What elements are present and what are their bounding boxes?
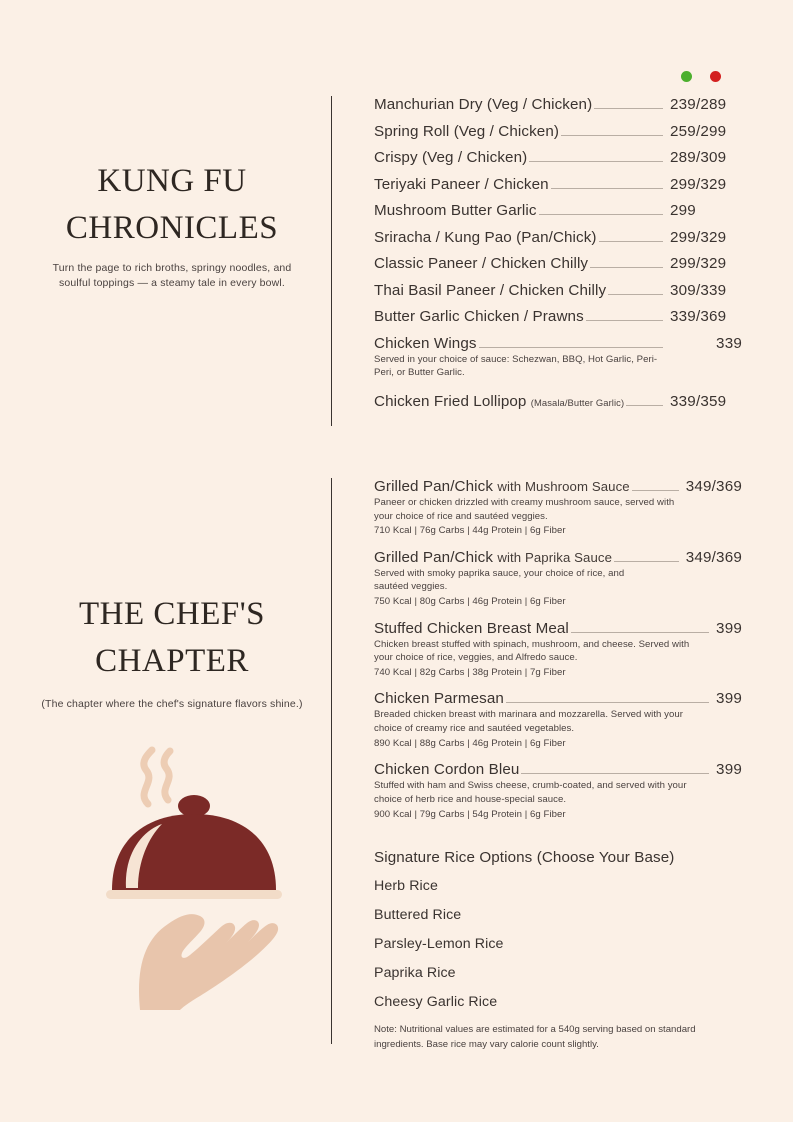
menu-item[interactable]	[374, 620, 742, 680]
menu-item[interactable]	[374, 202, 742, 219]
menu-item[interactable]	[374, 176, 742, 193]
menu-item-macros: 890 Kcal | 88g Carbs | 46g Protein | 6g Fiber	[374, 737, 566, 749]
menu-item-macros: 900 Kcal | 79g Carbs | 54g Protein | 6g Fiber	[374, 808, 566, 820]
menu-item-name: Teriyaki Paneer / Chicken	[374, 175, 549, 193]
menu-item-price: 399	[716, 619, 742, 637]
leader-line	[479, 347, 663, 348]
menu-item[interactable]	[374, 335, 742, 380]
menu-item-name: Butter Garlic Chicken / Prawns	[374, 308, 584, 325]
leader-line	[632, 490, 679, 491]
menu-item-price: 299	[670, 202, 696, 219]
leader-line	[506, 702, 709, 703]
menu-item-name: Thai Basil Paneer / Chicken Chilly	[374, 281, 607, 299]
section-title-line2: CHAPTER	[95, 642, 249, 679]
rice-option[interactable]: Herb Rice	[374, 878, 438, 895]
menu-item[interactable]	[374, 282, 742, 299]
leader-line	[594, 108, 663, 109]
section-divider	[331, 478, 332, 1044]
section-divider	[331, 96, 332, 426]
menu-item-description: Chicken breast stuffed with spinach, mushroom, and cheese. Served with your choice of rice, veggies, and Alfredo sauce.	[374, 638, 690, 664]
menu-item-name	[374, 478, 630, 495]
menu-item-name-note: (Masala/Butter Garlic)	[530, 396, 625, 408]
menu-item-macros: 710 Kcal | 76g Carbs | 44g Protein | 6g Fiber	[374, 525, 566, 537]
menu-item[interactable]	[374, 690, 742, 750]
menu-item-description: Breaded chicken breast with marinara and mozzarella. Served with your choice of creamy rice and sautéed vegetables.	[374, 709, 683, 735]
leader-line	[586, 320, 663, 321]
rice-option[interactable]: Paprika Rice	[374, 965, 456, 982]
section-title-line2: CHRONICLES	[65, 209, 279, 246]
diet-legend	[681, 71, 727, 85]
section-subtitle: (The chapter where the chef's signature flavors shine.)	[41, 697, 303, 710]
menu-item-price: 339/369	[670, 308, 727, 325]
leader-line	[529, 161, 663, 162]
rice-option[interactable]: Parsley-Lemon Rice	[374, 936, 504, 953]
leader-line	[561, 135, 663, 136]
menu-item[interactable]	[374, 761, 742, 821]
menu-item-price: 349/369	[685, 548, 742, 566]
menu-item[interactable]	[374, 229, 742, 246]
menu-item[interactable]	[374, 96, 742, 113]
menu-item-price: 349/369	[685, 478, 742, 495]
cloche-on-hand-icon	[96, 742, 292, 1010]
menu-item-name-main: Chicken Fried Lollipop	[374, 392, 527, 410]
menu-item-price: 399	[716, 690, 742, 708]
menu-item-name: Chicken Parmesan	[374, 690, 504, 708]
leader-line	[539, 214, 663, 215]
menu-item-description: Paneer or chicken drizzled with creamy mushroom sauce, served with your choice of rice and sautéed veggies.	[374, 497, 675, 522]
rice-option[interactable]: Buttered Rice	[374, 907, 462, 924]
menu-item-name: Chicken Wings	[374, 334, 477, 352]
menu-item-name: Crispy (Veg / Chicken)	[374, 149, 528, 166]
leader-line	[551, 188, 663, 189]
menu-item[interactable]	[374, 149, 742, 166]
section-subtitle: Turn the page to rich broths, springy noodles, and soulful toppings — a steamy tale in every bowl.	[52, 261, 292, 289]
menu-item-name: Spring Roll (Veg / Chicken)	[374, 122, 560, 140]
menu-item[interactable]	[374, 255, 742, 272]
menu-item-description: Served in your choice of sauce: Schezwan, BBQ, Hot Garlic, Peri-Peri, or Butter Garlic.	[374, 353, 658, 379]
section-title	[22, 591, 322, 685]
menu-item-name-main: Grilled Pan/Chick	[374, 548, 494, 566]
menu-item-price: 339/359	[670, 392, 727, 410]
menu-item-name: Classic Paneer / Chicken Chilly	[374, 255, 589, 272]
menu-item-price: 339	[716, 334, 742, 352]
rice-options-title: Signature Rice Options (Choose Your Base)	[374, 849, 675, 867]
menu-item-name	[374, 393, 624, 410]
menu-item-name-qualifier: with Mushroom Sauce	[497, 479, 630, 494]
menu-item-description: Stuffed with ham and Swiss cheese, crumb-coated, and served with your choice of herb rice and house-special sauce.	[374, 780, 687, 805]
leader-line	[626, 405, 663, 406]
menu-item-name-main: Grilled Pan/Chick	[374, 478, 494, 495]
menu-item-macros: 740 Kcal | 82g Carbs | 38g Protein | 7g Fiber	[374, 666, 566, 678]
menu-item-description: Served with smoky paprika sauce, your choice of rice, and sautéed veggies.	[374, 567, 625, 593]
menu-item[interactable]	[374, 478, 742, 538]
chefs-item-list	[374, 478, 742, 1052]
menu-item[interactable]	[374, 308, 742, 325]
menu-item-name: Sriracha / Kung Pao (Pan/Chick)	[374, 228, 597, 246]
menu-item-price: 259/299	[670, 122, 727, 140]
nonveg-indicator-icon	[710, 71, 721, 82]
section-heading-block	[22, 158, 322, 291]
menu-item-name: Mushroom Butter Garlic	[374, 202, 537, 219]
signature-rice-options	[374, 849, 742, 1052]
menu-item[interactable]	[374, 123, 742, 140]
veg-indicator-icon	[681, 71, 692, 82]
menu-item[interactable]	[374, 393, 742, 410]
leader-line	[571, 632, 709, 633]
menu-item-name: Stuffed Chicken Breast Meal	[374, 619, 569, 637]
menu-item-price: 289/309	[670, 149, 727, 166]
page-title	[22, 158, 322, 252]
leader-line	[599, 241, 663, 242]
section-title-line1: KUNG FU	[97, 163, 247, 199]
menu-item-name-qualifier: with Paprika Sauce	[497, 549, 613, 565]
menu-item-price: 309/339	[670, 281, 727, 299]
menu-item-price: 299/329	[670, 255, 727, 272]
starters-item-list	[374, 96, 742, 419]
menu-item-name: Manchurian Dry (Veg / Chicken)	[374, 96, 593, 113]
menu-item-price: 299/329	[670, 175, 727, 193]
menu-item[interactable]	[374, 549, 742, 609]
nutrition-note: Note: Nutritional values are estimated for a 540g serving based on standard ingredients. Base rice may vary calorie count slightly.	[374, 1024, 696, 1050]
menu-item-price: 239/289	[670, 96, 727, 113]
menu-item-macros: 750 Kcal | 80g Carbs | 46g Protein | 6g Fiber	[374, 596, 566, 608]
section-heading-block	[22, 591, 322, 712]
leader-line	[590, 267, 663, 268]
leader-line	[614, 561, 679, 562]
section-title-line1: THE CHEF'S	[78, 596, 266, 632]
leader-line	[521, 773, 709, 774]
menu-item-name: Chicken Cordon Bleu	[374, 761, 520, 779]
menu-item-name	[374, 549, 612, 566]
rice-option[interactable]: Cheesy Garlic Rice	[374, 994, 498, 1011]
menu-item-price: 399	[716, 761, 742, 779]
leader-line	[608, 294, 663, 295]
menu-item-price: 299/329	[670, 228, 727, 246]
